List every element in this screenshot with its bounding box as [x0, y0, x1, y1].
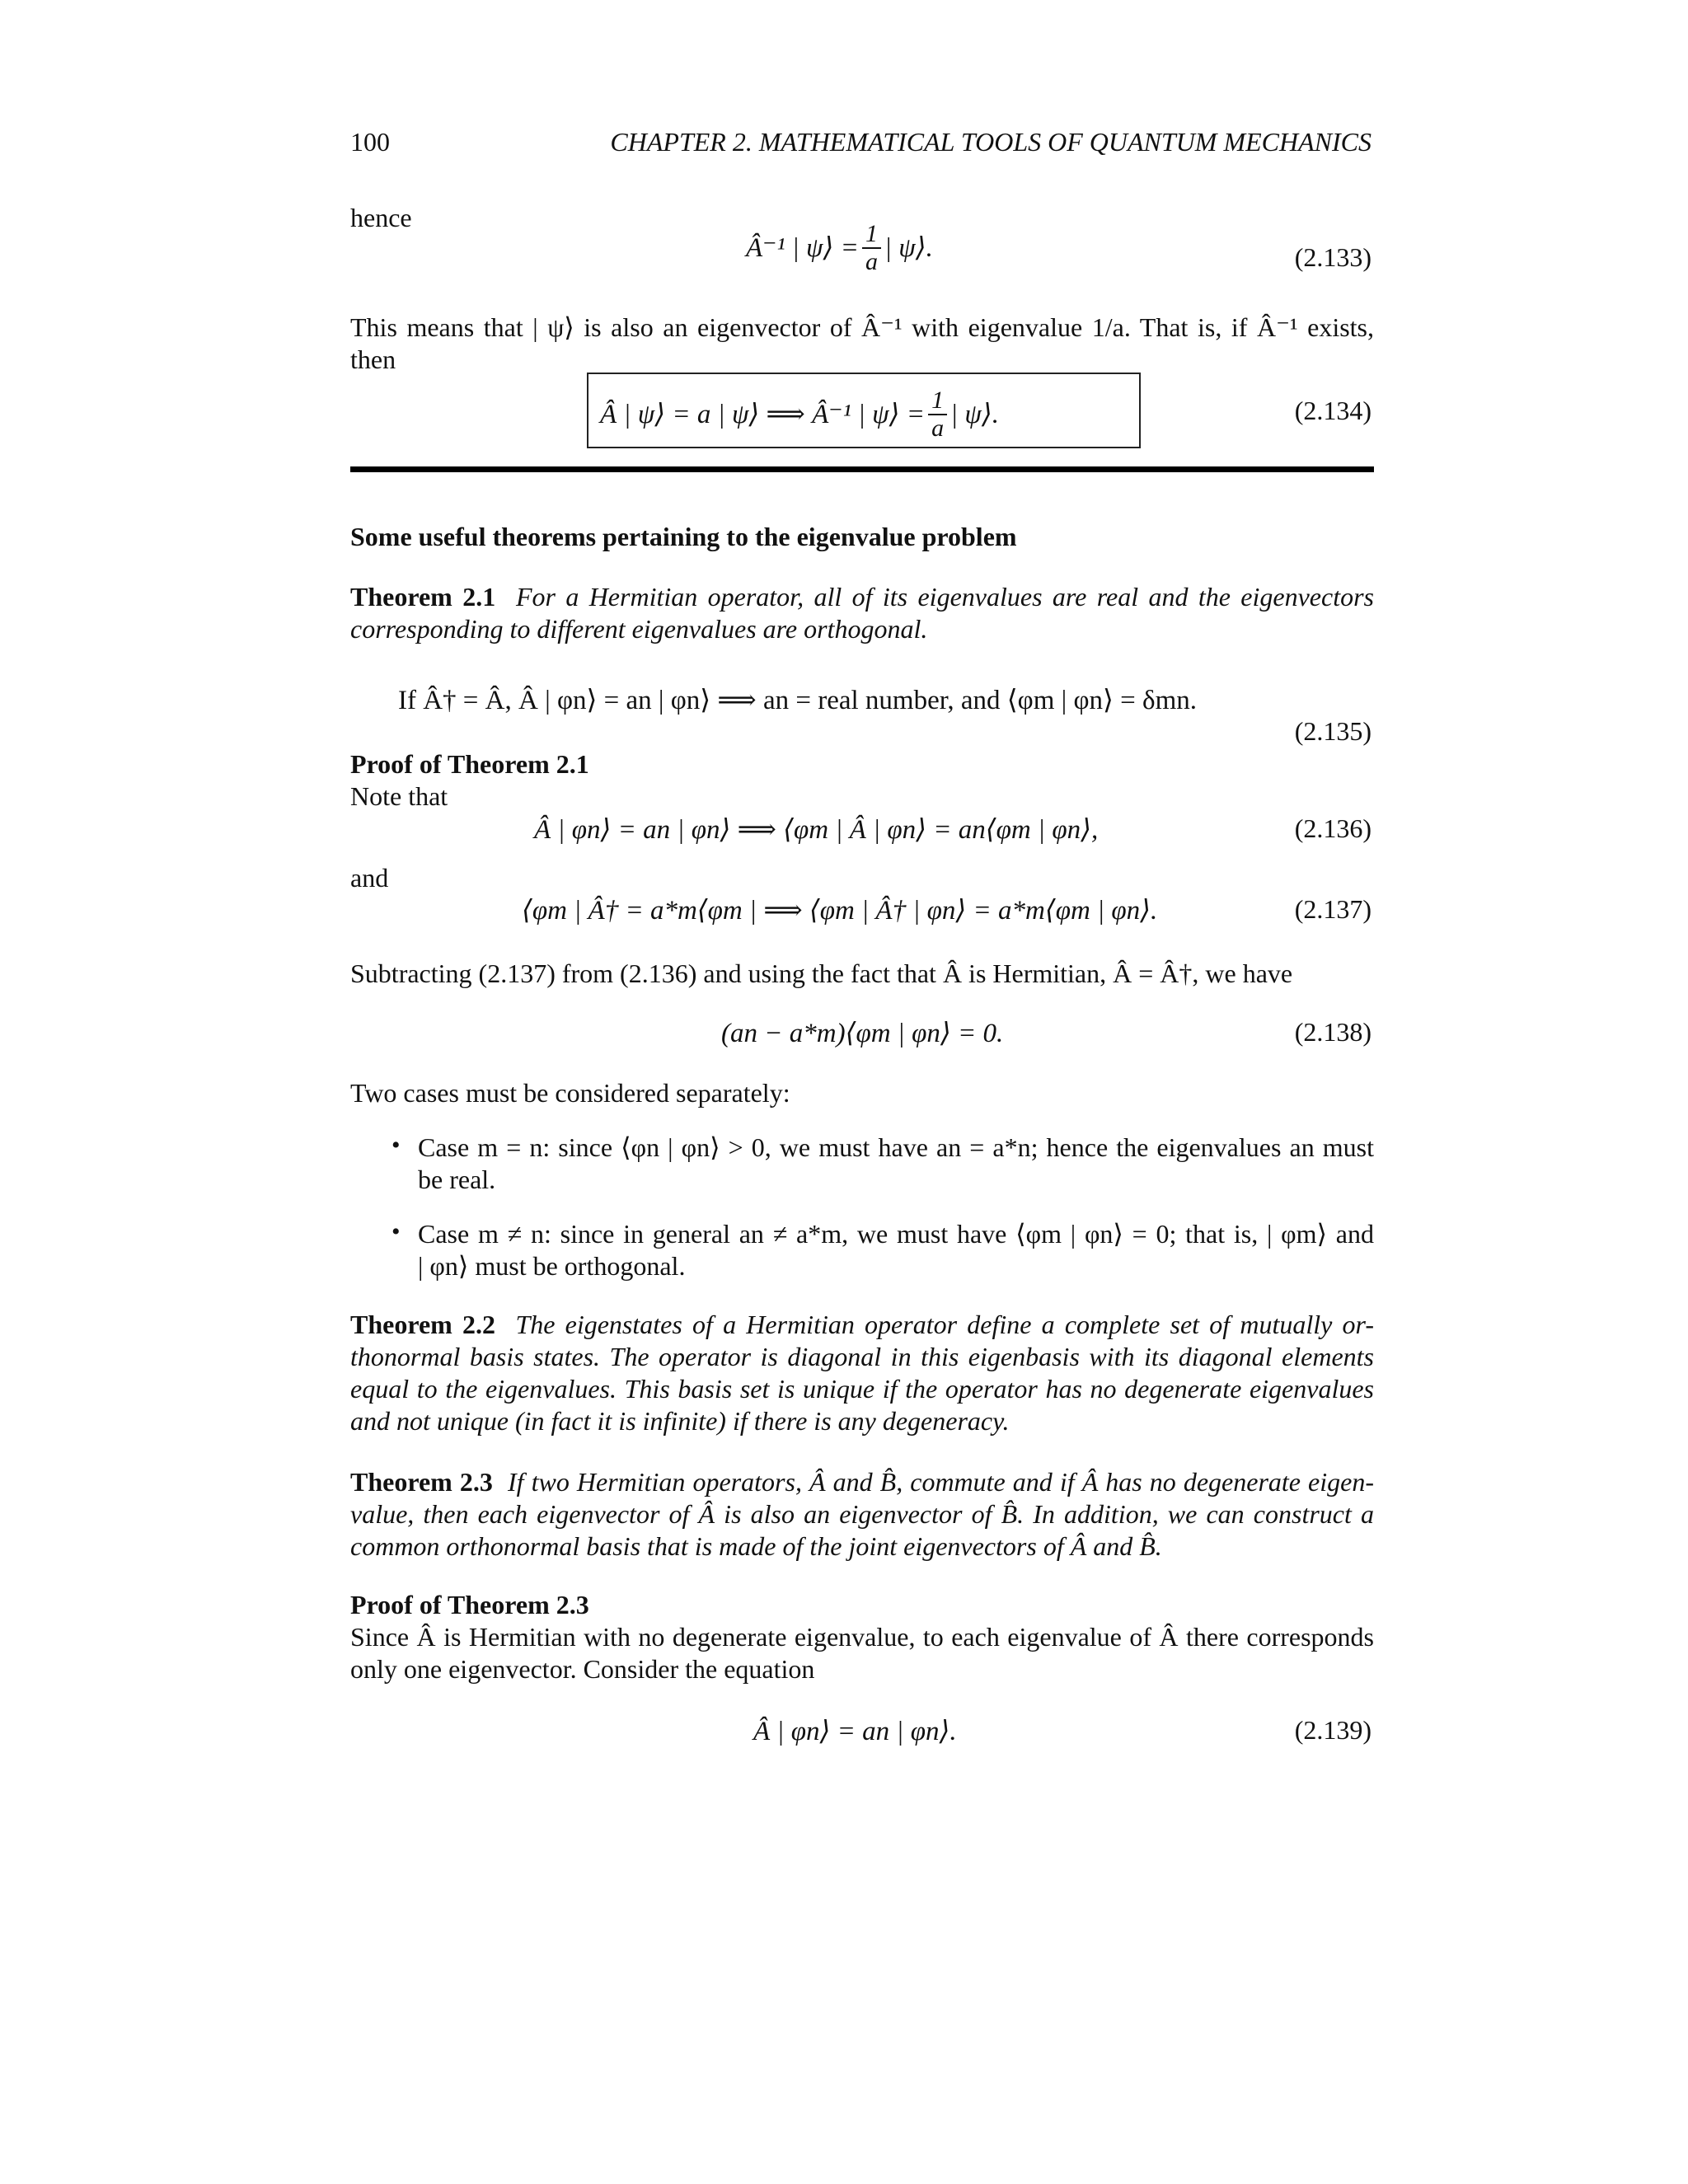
theorem-line: value, then each eigenvector of Â is also an eigenvector of B̂. In addition, we can construct a: [350, 1499, 1374, 1529]
page-number: 100: [350, 127, 390, 157]
theorem-line: and not unique (in fact it is infinite) if there is any degeneracy.: [350, 1406, 1010, 1436]
theorem-label: Theorem 2.2: [350, 1310, 496, 1339]
paragraph-line: Since Â is Hermitian with no degenerate eigenvalue, to each eigenvalue of Â there corresponds: [350, 1622, 1374, 1652]
bullet-line: Case m = n: since ⟨φn | φn⟩ > 0, we must have an = a*n; hence the eigenvalues an must: [418, 1132, 1374, 1162]
equation-2-139: Â | φn⟩ = an | φn⟩.: [753, 1717, 957, 1746]
section-heading: Some useful theorems pertaining to the eigenvalue problem: [350, 522, 1017, 551]
theorem-line: equal to the eigenvalues. This basis set is unique if the operator has no degenerate eigenvalues: [350, 1374, 1374, 1404]
eq133-fraction: [862, 221, 881, 275]
equation-2-136: Â | φn⟩ = an | φn⟩ ⟹ ⟨φm | Â | φn⟩ = an⟨φm | φn⟩,: [534, 815, 1099, 845]
equation-2-133: [746, 221, 933, 275]
bullet-line: be real.: [418, 1165, 496, 1194]
eq134-denominator: a: [928, 414, 947, 442]
text-hence: hence: [350, 203, 412, 232]
theorem-label: Theorem 2.3: [350, 1467, 493, 1497]
equation-2-137: ⟨φm | Â† = a*m⟨φm | ⟹ ⟨φm | Â† | φn⟩ = a*m⟨φm | φn⟩.: [522, 896, 1158, 926]
equation-2-134: [600, 387, 999, 442]
theorem-line: [350, 581, 1374, 613]
bullet-case-m-equals-n: [418, 1132, 1374, 1196]
text-note-that: Note that: [350, 781, 448, 811]
eq-number-2-134: (2.134): [1294, 396, 1372, 425]
equation-2-138: (an − a*m)⟨φm | φn⟩ = 0.: [721, 1019, 1004, 1048]
bullet-case-m-not-n: [418, 1218, 1374, 1282]
text-two-cases: Two cases must be considered separately:: [350, 1078, 790, 1108]
proof-2-3-heading: Proof of Theorem 2.3: [350, 1590, 589, 1619]
theorem-text: If two Hermitian operators, Â and B̂, commute and if Â has no degenerate eigen-: [508, 1467, 1375, 1497]
theorem-line: corresponding to different eigenvalues are orthogonal.: [350, 614, 928, 644]
theorem-label: Theorem 2.1: [350, 582, 496, 612]
eq134-left: Â | ψ⟩ = a | ψ⟩ ⟹ Â⁻¹ | ψ⟩ =: [600, 400, 926, 429]
theorem-line: [350, 1309, 1374, 1341]
bullet-line: Case m ≠ n: since in general an ≠ a*m, we must have ⟨φm | φn⟩ = 0; that is, | φm⟩ and: [418, 1219, 1374, 1249]
paragraph-since: [350, 1621, 1374, 1685]
eq-number-2-136: (2.136): [1294, 813, 1372, 843]
eq-number-2-139: (2.139): [1294, 1715, 1372, 1745]
paragraph-line: then: [350, 344, 396, 374]
eq134-right: | ψ⟩.: [950, 400, 1000, 429]
theorem-line: thonormal basis states. The operator is diagonal in this eigenbasis with its diagonal elements: [350, 1342, 1374, 1371]
bullet-marker: •: [392, 1132, 401, 1159]
eq133-numerator: 1: [865, 220, 878, 247]
paragraph-inverse-eigenvector: [350, 312, 1374, 376]
eq133-right: | ψ⟩.: [884, 233, 933, 263]
bullet-line: | φn⟩ must be orthogonal.: [418, 1251, 686, 1281]
text-and: and: [350, 863, 389, 893]
eq133-left: Â⁻¹ | ψ⟩ =: [746, 233, 859, 263]
eq-number-2-138: (2.138): [1294, 1017, 1372, 1047]
eq134-fraction: [928, 387, 947, 442]
theorem-line: common orthonormal basis that is made of the joint eigenvectors of Â and B̂.: [350, 1531, 1162, 1561]
paragraph-line: This means that | ψ⟩ is also an eigenvector of Â⁻¹ with eigenvalue 1/a. That is, if Â⁻¹ exists,: [350, 312, 1374, 342]
equation-2-135: If Â† = Â, Â | φn⟩ = an | φn⟩ ⟹ an = real number, and ⟨φm | φn⟩ = δmn.: [398, 686, 1197, 715]
eq134-numerator: 1: [931, 387, 945, 414]
theorem-2-1: [350, 581, 1374, 645]
eq-number-2-135: (2.135): [1294, 716, 1372, 746]
bullet-marker: •: [392, 1218, 401, 1245]
theorem-2-3: [350, 1466, 1374, 1563]
eq-number-2-137: (2.137): [1294, 894, 1372, 924]
theorem-line: [350, 1466, 1374, 1498]
theorem-text: For a Hermitian operator, all of its eigenvalues are real and the eigenvectors: [515, 582, 1375, 612]
paragraph-line: only one eigenvector. Consider the equation: [350, 1654, 815, 1684]
section-divider-rule: [350, 466, 1374, 472]
theorem-text: The eigenstates of a Hermitian operator define a complete set of mutually or-: [515, 1310, 1375, 1339]
theorem-2-2: [350, 1309, 1374, 1437]
eq133-denominator: a: [862, 247, 881, 275]
eq-number-2-133: (2.133): [1294, 242, 1372, 272]
text-subtracting: Subtracting (2.137) from (2.136) and using the fact that Â is Hermitian, Â = Â†, we have: [350, 958, 1293, 988]
proof-2-1-heading: Proof of Theorem 2.1: [350, 749, 589, 779]
running-header: CHAPTER 2. MATHEMATICAL TOOLS OF QUANTUM MECHANICS: [610, 127, 1372, 157]
